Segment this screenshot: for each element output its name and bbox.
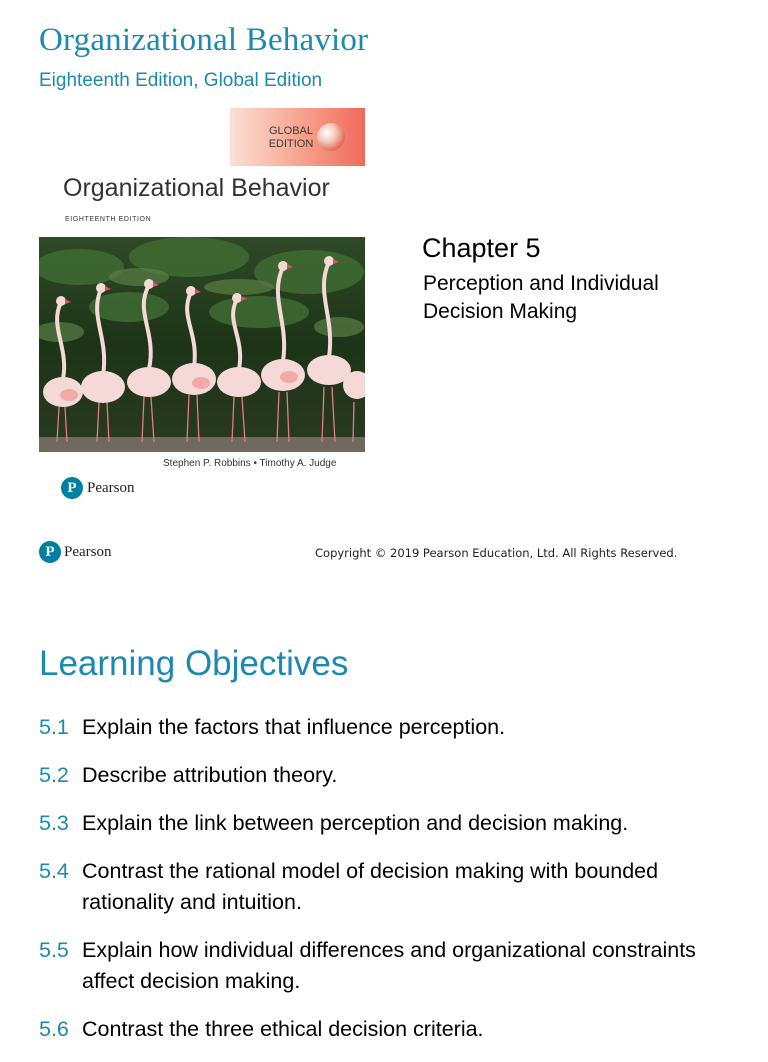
cover-edition: EIGHTEENTH EDITION [65,216,152,223]
objective-number: 5.2 [39,763,69,787]
pearson-logo-icon: P [61,477,83,499]
objective-number: 5.6 [39,1017,69,1041]
footer-publisher: Pearson [64,543,112,560]
objective-item [39,712,754,743]
objective-number: 5.1 [39,715,69,739]
book-cover-image [39,108,365,522]
cover-publisher: Pearson [87,479,135,496]
objective-text: Explain the factors that influence perception. [82,715,506,739]
objective-item [39,856,754,918]
objective-text: Explain how individual differences and organizational constraints affect decision making. [82,938,696,993]
cover-authors: Stephen P. Robbins • Timothy A. Judge [163,458,337,469]
objective-text: Contrast the three ethical decision criteria. [82,1017,484,1041]
objectives-list [39,712,754,1062]
flamingo-photo [39,237,365,452]
learning-objectives-title: Learning Objectives [39,644,349,683]
cover-pearson-logo [61,477,135,499]
objective-item [39,1014,754,1045]
objective-item [39,760,754,791]
objective-item [39,935,754,997]
objective-number: 5.3 [39,811,69,835]
objective-number: 5.4 [39,859,69,883]
badge-line-2: EDITION [268,138,314,150]
slide-subtitle: Eighteenth Edition, Global Edition [39,70,323,91]
copyright-notice: Copyright © 2019 Pearson Education, Ltd. All Rights Reserved. [315,546,678,560]
badge-line-1: GLOBAL [268,125,314,137]
objective-number: 5.5 [39,938,69,962]
pearson-logo-icon: P [39,541,61,563]
objective-text: Contrast the rational model of decision making with bounded rationality and intuition. [82,859,659,914]
globe-icon [317,123,345,151]
global-edition-badge [230,108,365,166]
chapter-title: Chapter 5 [422,233,541,263]
chapter-subtitle: Perception and Individual Decision Making [423,272,659,323]
badge-label [261,125,321,151]
objective-text: Explain the link between perception and decision making. [82,811,629,835]
slide-title: Organizational Behavior [39,22,369,58]
cover-title: Organizational Behavior [63,174,330,202]
footer-pearson-logo [39,541,112,563]
objective-text: Describe attribution theory. [82,763,338,787]
objective-item [39,808,754,839]
